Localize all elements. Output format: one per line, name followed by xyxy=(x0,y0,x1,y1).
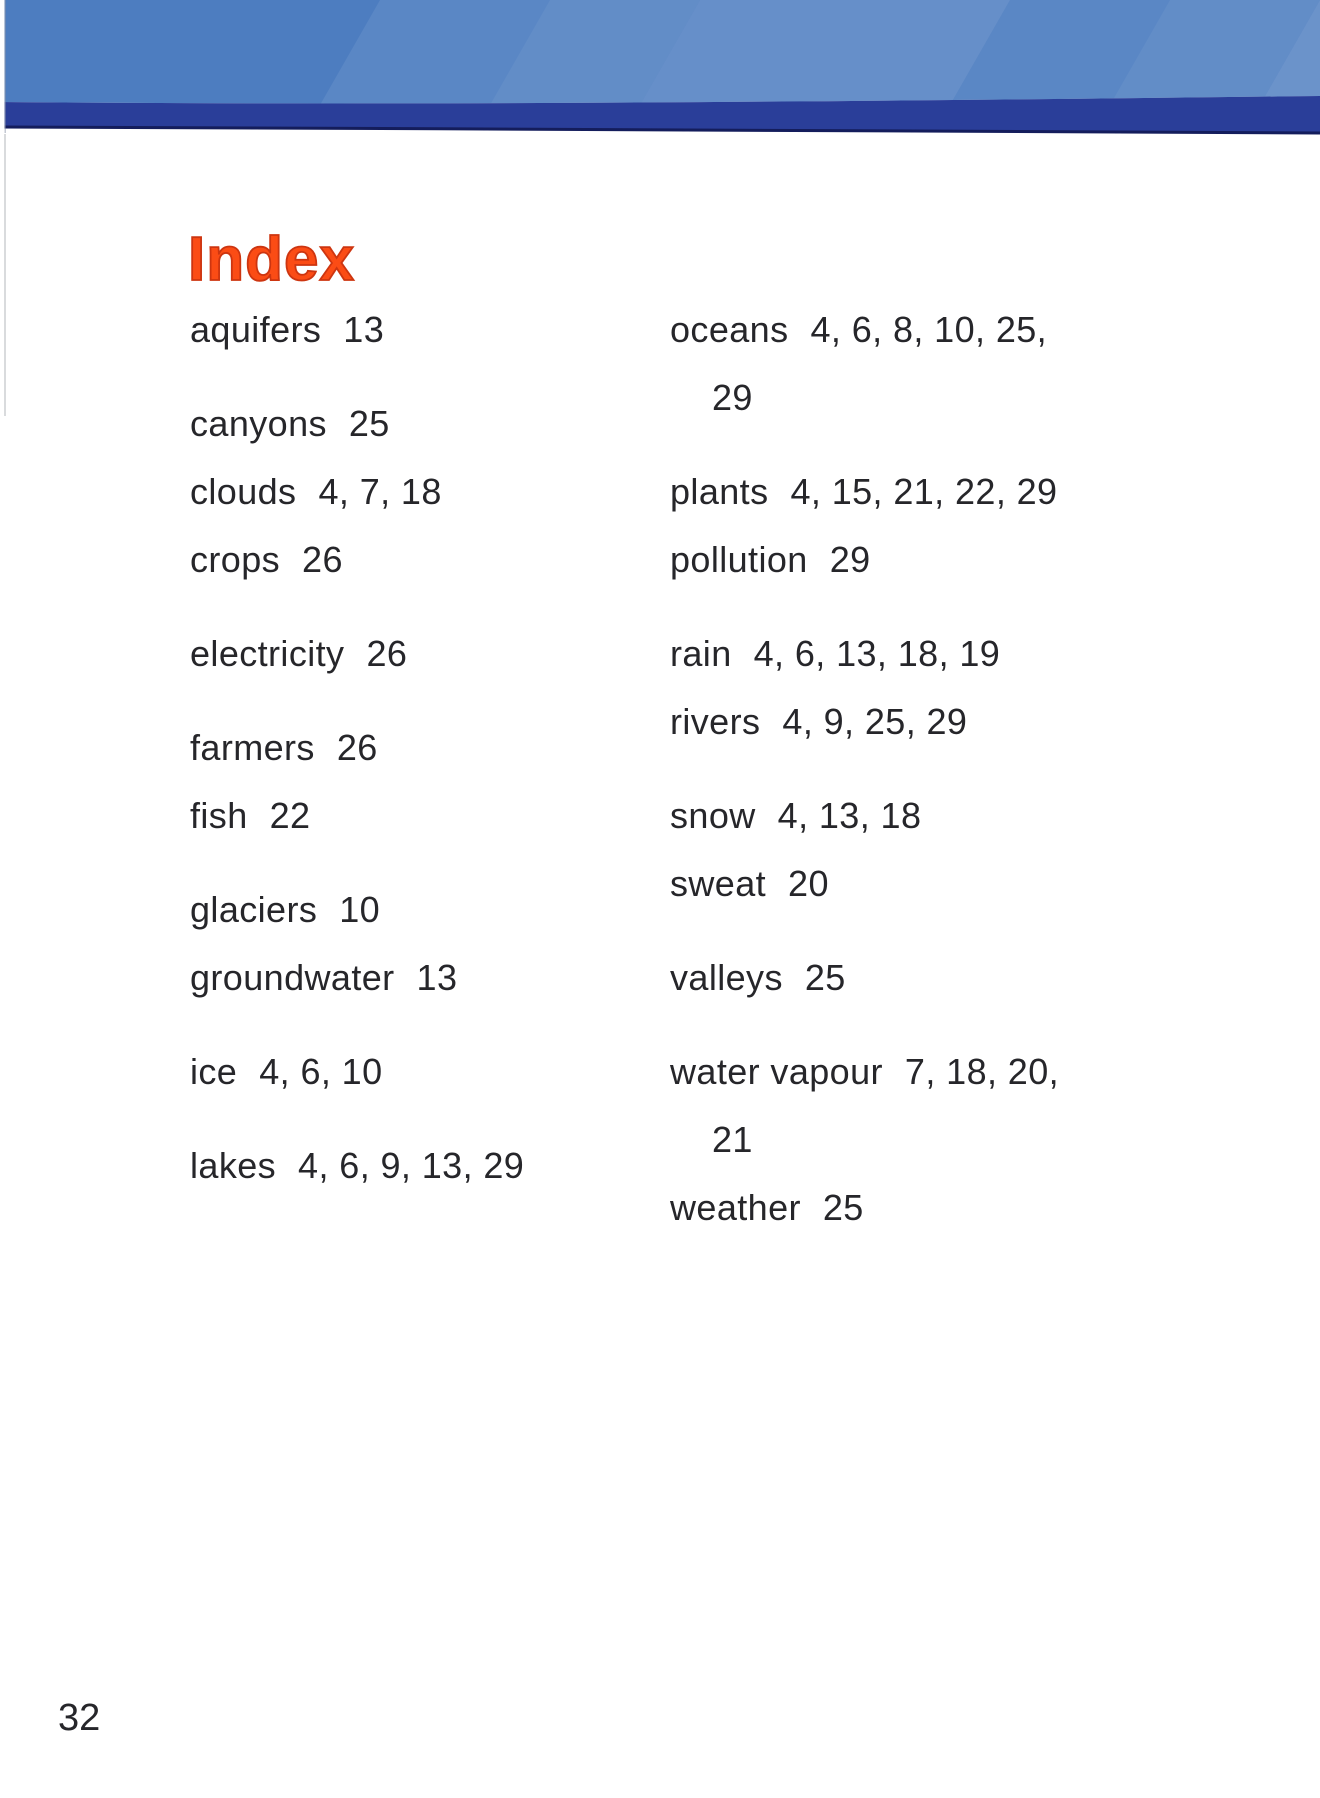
index-group xyxy=(670,782,1190,918)
entry-pages: 29 xyxy=(829,539,871,580)
index-column-left xyxy=(190,296,660,1226)
entry-term: electricity xyxy=(190,633,345,674)
index-group xyxy=(670,296,1190,432)
entry-pages: 25 xyxy=(822,1187,864,1228)
entry-term: weather xyxy=(670,1187,801,1228)
entry-term: aquifers xyxy=(190,309,322,350)
entry-pages: 4, 7, 18 xyxy=(318,471,442,512)
entry-term: sweat xyxy=(670,863,767,904)
index-group xyxy=(190,390,660,594)
index-entry xyxy=(190,1132,660,1200)
index-group xyxy=(670,458,1190,594)
index-entry xyxy=(670,944,1190,1012)
entry-pages: 22 xyxy=(269,795,311,836)
entry-term: water vapour xyxy=(670,1051,883,1092)
entry-pages: 26 xyxy=(336,727,378,768)
entry-pages-overflow: 29 xyxy=(712,377,753,418)
index-group xyxy=(190,1132,660,1200)
index-entry xyxy=(190,390,660,458)
index-group xyxy=(190,714,660,850)
index-entry xyxy=(670,296,1190,364)
index-entry xyxy=(190,526,660,594)
entry-term: lakes xyxy=(190,1145,277,1186)
index-group xyxy=(670,620,1190,756)
entry-pages: 4, 6, 10 xyxy=(259,1051,383,1092)
scan-edge-line xyxy=(4,134,6,416)
entry-term: clouds xyxy=(190,471,297,512)
page-title: Index xyxy=(188,224,355,294)
index-entry xyxy=(670,1174,1190,1242)
index-entry xyxy=(190,296,660,364)
entry-term: pollution xyxy=(670,539,808,580)
index-entry xyxy=(190,458,660,526)
entry-term: valleys xyxy=(670,957,783,998)
entry-pages: 25 xyxy=(804,957,846,998)
entry-term: crops xyxy=(190,539,281,580)
entry-pages: 4, 6, 8, 10, 25, xyxy=(810,309,1048,350)
entry-pages: 26 xyxy=(302,539,343,580)
index-group xyxy=(190,1038,660,1106)
entry-term: fish xyxy=(190,795,248,836)
entry-pages: 7, 18, 20, xyxy=(904,1051,1060,1092)
index-group xyxy=(190,876,660,1012)
entry-pages: 4, 6, 9, 13, 29 xyxy=(298,1145,525,1186)
index-entry xyxy=(190,876,660,944)
entry-term: glaciers xyxy=(190,889,318,930)
index-entry xyxy=(670,688,1190,756)
index-entry xyxy=(670,620,1190,688)
index-entry xyxy=(670,526,1190,594)
index-group xyxy=(670,1038,1190,1242)
index-entry xyxy=(670,850,1190,918)
entry-pages: 4, 13, 18 xyxy=(777,795,922,836)
entry-term: rain xyxy=(670,633,732,674)
index-column-right xyxy=(670,296,1190,1268)
entry-pages: 26 xyxy=(366,633,408,674)
entry-term: farmers xyxy=(190,727,315,768)
index-entry xyxy=(670,458,1190,526)
entry-pages: 10 xyxy=(339,889,381,930)
entry-pages: 4, 9, 25, 29 xyxy=(782,701,968,742)
entry-term: ice xyxy=(190,1051,238,1092)
index-entry xyxy=(190,782,660,850)
entry-pages: 4, 6, 13, 18, 19 xyxy=(753,633,1001,674)
entry-pages-overflow: 21 xyxy=(712,1119,753,1160)
index-group xyxy=(190,620,660,688)
index-entry xyxy=(670,1038,1190,1106)
entry-term: rivers xyxy=(670,701,761,742)
header-banner xyxy=(0,0,1320,140)
entry-pages: 25 xyxy=(348,403,390,444)
entry-term: canyons xyxy=(190,403,327,444)
entry-pages: 13 xyxy=(416,957,458,998)
index-group xyxy=(670,944,1190,1012)
entry-pages: 20 xyxy=(788,863,829,904)
entry-pages: 13 xyxy=(343,309,385,350)
index-entry xyxy=(190,944,660,1012)
index-entry xyxy=(670,782,1190,850)
index-group xyxy=(190,296,660,364)
index-entry xyxy=(190,1038,660,1106)
entry-term: groundwater xyxy=(190,957,395,998)
entry-term: oceans xyxy=(670,309,789,350)
page-number: 32 xyxy=(58,1697,101,1739)
index-entry xyxy=(190,620,660,688)
entry-pages: 4, 15, 21, 22, 29 xyxy=(790,471,1058,512)
entry-term: snow xyxy=(670,795,756,836)
entry-term: plants xyxy=(670,471,769,512)
index-entry xyxy=(190,714,660,782)
